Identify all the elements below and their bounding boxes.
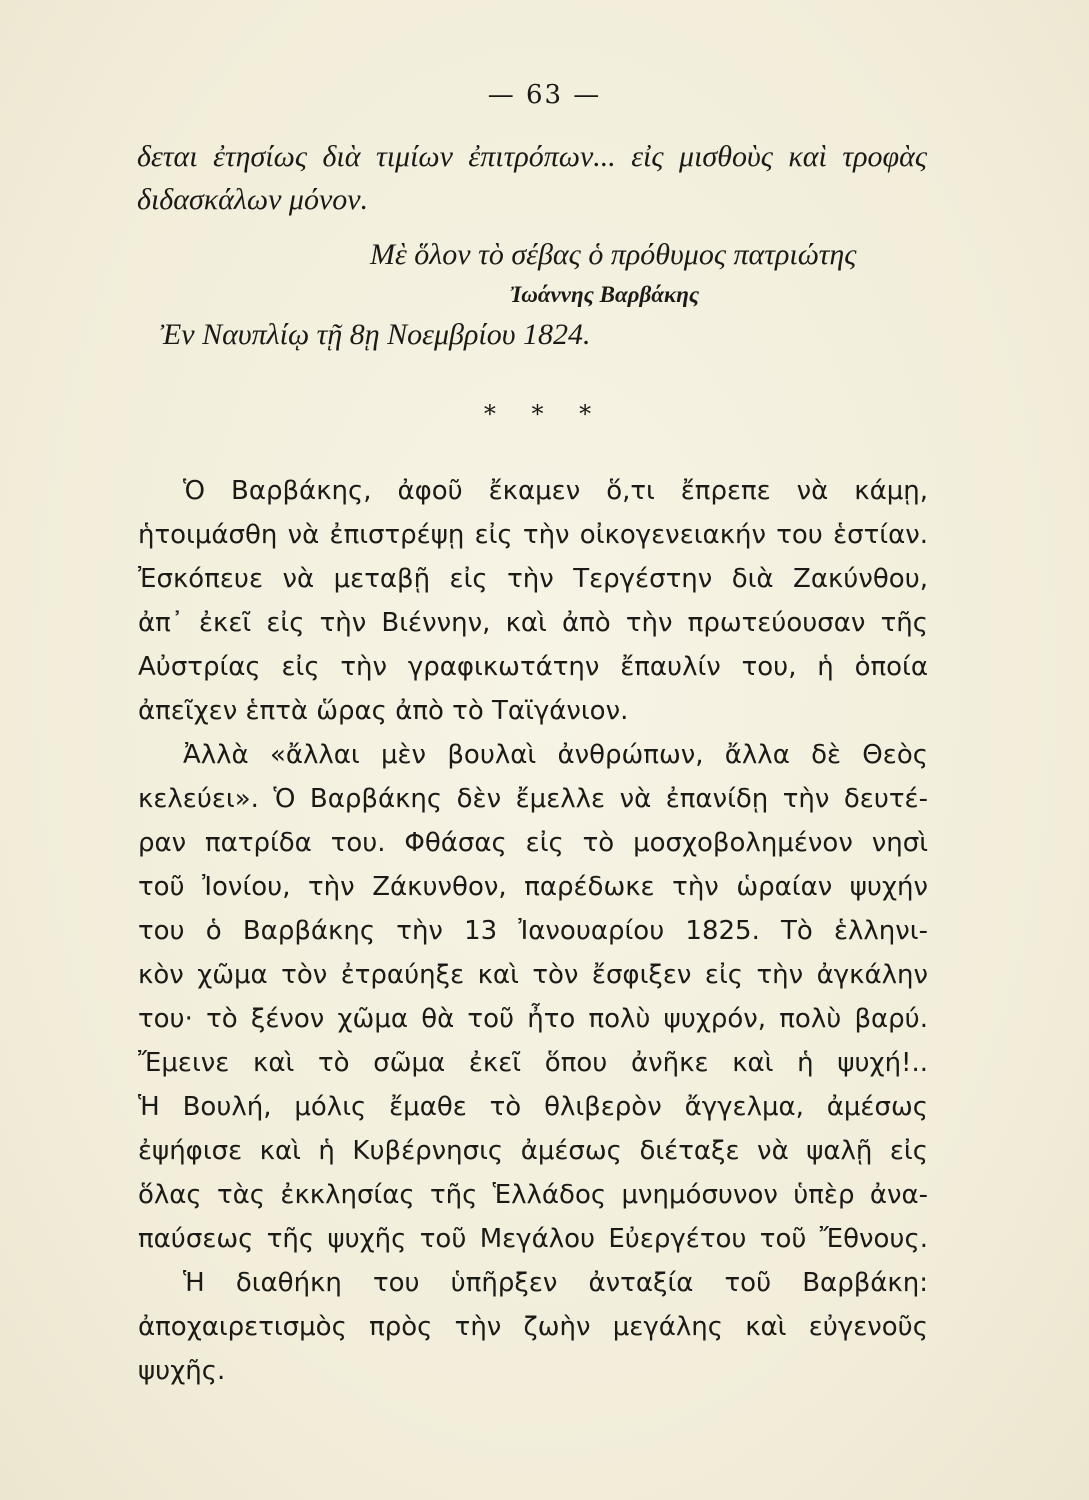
paragraph-line: Ἔμεινε καὶ τὸ σῶμα ἐκεῖ ὅπου ἀνῆκε καὶ ἡ ψυχή!.. [138,1048,928,1078]
paragraph-line: ἀποχαιρετισμὸς πρὸς τὴν ζωὴν μεγάλης καὶ εὐγενοῦς [138,1312,928,1342]
paragraph-line: Αὐστρίας εἰς τὴν γραφικωτάτην ἔπαυλίν του, ἡ ὁποία [138,652,928,682]
paragraph-line: Ὁ Βαρβάκης, ἀφοῦ ἔκαμεν ὅ,τι ἔπρεπε νὰ κάμῃ, [183,476,928,506]
paragraph-line: ἡτοιμάσθη νὰ ἐπιστρέψῃ εἰς τὴν οἰκογενειακήν του ἑστίαν. [138,520,928,550]
paragraph-line: ψυχῆς. [138,1356,226,1386]
paragraph-line: ἀπ᾽ ἐκεῖ εἰς τὴν Βιέννην, καὶ ἀπὸ τὴν πρωτεύουσαν τῆς [138,608,928,638]
paragraph-line: Ἡ διαθήκη του ὑπῆρξεν ἀνταξία τοῦ Βαρβάκη: [183,1268,928,1298]
page-number: — 63 — [487,80,602,110]
paragraph-line: ἐψήφισε καὶ ἡ Κυβέρνησις ἀμέσως διέταξε νὰ ψαλῇ εἰς [138,1136,928,1166]
paragraph-line: Ἡ Βουλή, μόλις ἔμαθε τὸ θλιβερὸν ἄγγελμα, ἀμέσως [138,1092,928,1122]
paragraph-line: Ἐσκόπευε νὰ μεταβῇ εἰς τὴν Τεργέστην διὰ Ζακύνθου, [138,564,928,594]
paragraph-line: ραν πατρίδα του. Φθάσας εἰς τὸ μοσχοβολημένον νησὶ [138,828,928,858]
paragraph-line: κελεύει». Ὁ Βαρβάκης δὲν ἔμελλε νὰ ἐπανίδῃ τὴν δευτέ- [138,784,928,814]
paragraph-line: του ὁ Βαρβάκης τὴν 13 Ἰανουαρίου 1825. Τὸ ἑλληνι- [138,916,928,946]
letter-closing: Μὲ ὅλον τὸ σέβας ὁ πρόθυμος πατριώτης [370,238,857,271]
letter-line: δεται ἐτησίως διὰ τιμίων ἐπιτρόπων... εἰς μισθοὺς καὶ τροφὰς [137,140,927,173]
section-separator: * * * [483,400,606,428]
paragraph-line: παύσεως τῆς ψυχῆς τοῦ Μεγάλου Εὐεργέτου τοῦ Ἔθνους. [138,1224,928,1254]
paragraph-line: του· τὸ ξένον χῶμα θὰ τοῦ ἦτο πολὺ ψυχρόν, πολὺ βαρύ. [138,1004,928,1034]
paragraph-line: ἀπεῖχεν ἑπτὰ ὥρας ἀπὸ τὸ Ταϊγάνιον. [138,696,629,726]
letter-place-date: Ἐν Ναυπλίῳ τῇ 8ῃ Νοεμβρίου 1824. [160,318,591,351]
letter-signature: Ἰωάννης Βαρβάκης [510,282,700,307]
paragraph-line: Ἀλλὰ «ἄλλαι μὲν βουλαὶ ἀνθρώπων, ἄλλα δὲ Θεὸς [183,740,928,770]
paragraph-line: τοῦ Ἰονίου, τὴν Ζάκυνθον, παρέδωκε τὴν ὡραίαν ψυχήν [138,872,928,902]
letter-line: διδασκάλων μόνον. [137,183,369,216]
paragraph-line: ὅλας τὰς ἐκκλησίας τῆς Ἑλλάδος μνημόσυνον ὑπὲρ ἀνα- [138,1180,928,1210]
paragraph-line: κὸν χῶμα τὸν ἐτραύηξε καὶ τὸν ἔσφιξεν εἰς τὴν ἀγκάλην [138,960,928,990]
